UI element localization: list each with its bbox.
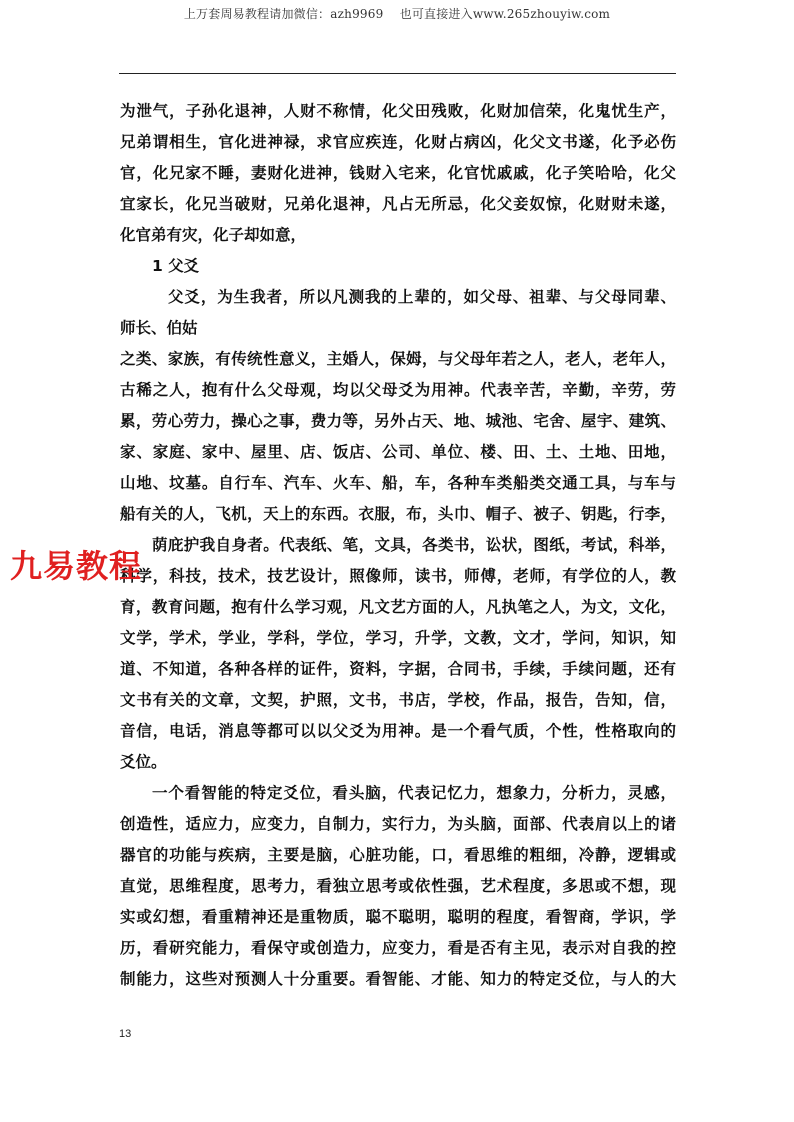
text-line: 一个看智能的特定爻位，看头脑，代表记忆力，想象力，分析力，灵感， <box>152 784 676 802</box>
text-line: 官，化兄家不睡，妻财化进神，钱财入宅来，化官忧戚戚，化子笑哈哈，化父 <box>120 164 676 182</box>
text-line: 古稀之人，抱有什么父母观，均以父母爻为用神。代表辛苦，辛勤，辛劳，劳 <box>120 381 676 399</box>
text-line: 器官的功能与疾病，主要是脑，心脏功能，口，看思维的粗细，冷静，逻辑或 <box>120 846 676 864</box>
text-line: 师长、伯姑 <box>120 319 198 337</box>
text-line: 创造性，适应力，应变力，自制力，实行力，为头脑，面部、代表肩以上的诸 <box>120 815 676 833</box>
text-line: 爻位。 <box>120 753 167 771</box>
text-line: 科学，科技，技术，技艺设计，照像师，读书，师傅，老师，有学位的人，教 <box>120 567 676 585</box>
text-line: 文学，学术，学业，学科，学位，学习，升学，文教，文才，学问，知识，知 <box>120 629 676 647</box>
text-line: 道、不知道，各种各样的证件，资料，字据，合同书，手续，手续问题，还有 <box>120 660 676 678</box>
page-number: 13 <box>119 1028 132 1040</box>
text-line: 宜家长，化兄当破财，兄弟化退神，凡占无所忌，化父妾奴惊，化财财未遂， <box>120 195 676 213</box>
text-line: 船有关的人，飞机，天上的东西。衣服，布，头巾、帽子、被子、钥匙，行李， <box>120 505 676 523</box>
watermark-logo: 九易教程 <box>10 547 143 585</box>
text-line: 制能力，这些对预测人十分重要。看智能、才能、知力的特定爻位，与人的大 <box>120 970 676 988</box>
document-body <box>120 96 676 995</box>
text-line: 之类、家族，有传统性意义，主婚人，保姆，与父母年若之人，老人，老年人， <box>120 350 676 368</box>
text-line: 实或幻想，看重精神还是重物质，聪不聪明，聪明的程度，看智商，学识，学 <box>120 908 676 926</box>
text-line: 音信，电话，消息等都可以以父爻为用神。是一个看气质，个性，性格取向的 <box>120 722 676 740</box>
text-line: 直觉，思维程度，思考力，看独立思考或依性强，艺术程度，多思或不想，现 <box>120 877 676 895</box>
section-heading: 1 父爻 <box>152 257 200 275</box>
text-line: 兄弟谓相生，官化进神禄，求官应疾连，化财占病凶，化父文书遂，化予必伤 <box>120 133 676 151</box>
text-line: 山地、坟墓。自行车、汽车、火车、船，车，各种车类船类交通工具，与车与 <box>120 474 676 492</box>
page-header: 上万套周易教程请加微信：azh9969 也可直接进入www.265zhouyiw.com <box>183 7 611 21</box>
text-line: 家、家庭、家中、屋里、店、饭店、公司、单位、楼、田、土、土地、田地， <box>120 443 676 461</box>
text-line: 育，教育问题，抱有什么学习观，凡文艺方面的人，凡执笔之人，为文，文化， <box>120 598 676 616</box>
header-divider <box>119 73 676 74</box>
text-line: 文书有关的文章，文契，护照，文书，书店，学校，作品，报告，告知，信， <box>120 691 676 709</box>
text-line: 荫庇护我自身者。代表纸、笔，文具，各类书，讼状，图纸，考试，科举， <box>152 536 676 554</box>
text-line: 为泄气，子孙化退神，人财不称情，化父田残败，化财加信荣，化鬼忧生产， <box>120 102 676 120</box>
text-line: 父爻，为生我者，所以凡测我的上辈的，如父母、祖辈、与父母同辈、 <box>168 288 676 306</box>
text-line: 化官弟有灾，化子却如意， <box>120 226 307 244</box>
text-line: 累，劳心劳力，操心之事，费力等，另外占天、地、城池、宅舍、屋宇、建筑、 <box>120 412 676 430</box>
text-line: 历，看研究能力，看保守或创造力，应变力，看是否有主见，表示对自我的控 <box>120 939 676 957</box>
